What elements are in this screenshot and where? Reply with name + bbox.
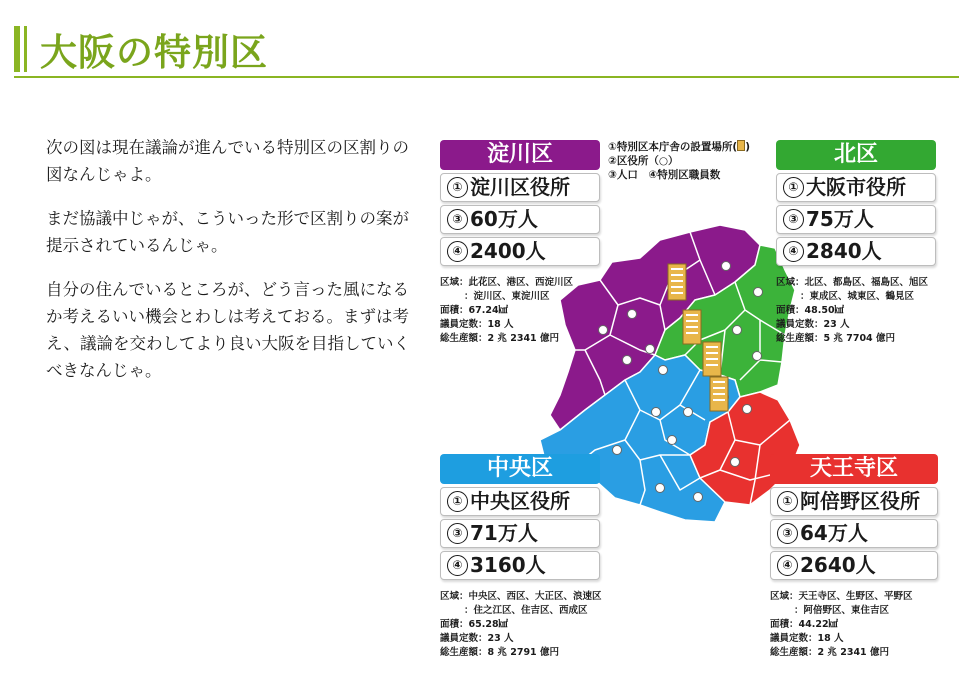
panel-tennoji	[770, 454, 938, 660]
circle-number-4: ④	[777, 555, 798, 576]
population-chuo: ③ 71万人	[440, 519, 600, 548]
circle-number-1: ①	[783, 177, 804, 198]
office-chuo: ① 中央区役所	[440, 487, 600, 516]
panel-chuo	[440, 454, 600, 660]
info-tennoji: 区域：天王寺区、生野区、平野区 ：阿倍野区、東住吉区 面積：44.22㎢ 議員定数：18 人 総生産額：2 兆 2341 億円	[770, 591, 913, 658]
legend-item-1: ①特別区本庁舎の設置場所( )	[608, 141, 751, 153]
intro-paragraph-1: 次の図は現在議論が進んでいる特別区の区割りの図なんじゃよ。	[46, 138, 409, 184]
panel-yodogawa	[440, 140, 600, 346]
population-tennoji: ③ 64万人	[770, 519, 938, 548]
circle-number-4: ④	[447, 241, 468, 262]
legend-item-3: ③人口 ④特別区職員数	[608, 169, 721, 181]
info-kita: 区域：北区、都島区、福島区、旭区 ：東成区、城東区、鶴見区 面積：48.50㎢ 議員定数：23 人 総生産額：5 兆 7704 億円	[776, 277, 929, 344]
circle-number-3: ③	[783, 209, 804, 230]
page-title: 大阪の特別区	[40, 31, 268, 74]
intro-paragraph-2: まだ協議中じゃが、こういった形で区割りの案が提示されているんじゃ。	[46, 209, 409, 255]
ward-name-tennoji: 天王寺区	[770, 454, 938, 484]
title-underline	[14, 76, 959, 78]
ward-name-chuo: 中央区	[440, 454, 600, 484]
staff-tennoji: ④ 2640人	[770, 551, 938, 580]
ward-name-kita: 北区	[776, 140, 936, 170]
ward-name-yodogawa: 淀川区	[440, 140, 600, 170]
population-yodogawa: ③ 60万人	[440, 205, 600, 234]
circle-number-4: ④	[783, 241, 804, 262]
circle-number-1: ①	[447, 491, 468, 512]
office-tennoji: ① 阿倍野区役所	[770, 487, 938, 516]
population-kita: ③ 75万人	[776, 205, 936, 234]
circle-number-3: ③	[447, 523, 468, 544]
circle-number-4: ④	[447, 555, 468, 576]
info-chuo: 区域：中央区、西区、大正区、浪速区 ：住之江区、住吉区、西成区 面積：65.28㎢ 議員定数：23 人 総生産額：8 兆 2791 億円	[440, 591, 602, 658]
panel-kita	[776, 140, 936, 346]
info-yodogawa: 区域：此花区、港区、西淀川区 ：淀川区、東淀川区 面積：67.24㎢ 議員定数：18 人 総生産額：2 兆 2341 億円	[440, 277, 574, 344]
staff-yodogawa: ④ 2400人	[440, 237, 600, 266]
circle-number-1: ①	[777, 491, 798, 512]
intro-paragraph-3: 自分の住んでいるところが、どう言った風になるか考えるいい機会とわしは考えておる。まずは考え、議論を交わしてより良い大阪を目指していくべきなんじゃ。	[46, 280, 410, 380]
title-accent-bar-thin	[24, 26, 27, 72]
circle-number-1: ①	[447, 177, 468, 198]
staff-kita: ④ 2840人	[776, 237, 936, 266]
legend-item-2: ②区役所（○）	[608, 155, 679, 167]
circle-number-3: ③	[447, 209, 468, 230]
intro-text	[46, 134, 416, 401]
building-legend-icon	[737, 140, 745, 151]
map-legend	[608, 140, 750, 182]
title-accent-bar	[14, 26, 20, 72]
office-yodogawa: ① 淀川区役所	[440, 173, 600, 202]
circle-number-3: ③	[777, 523, 798, 544]
staff-chuo: ④ 3160人	[440, 551, 600, 580]
office-kita: ① 大阪市役所	[776, 173, 936, 202]
